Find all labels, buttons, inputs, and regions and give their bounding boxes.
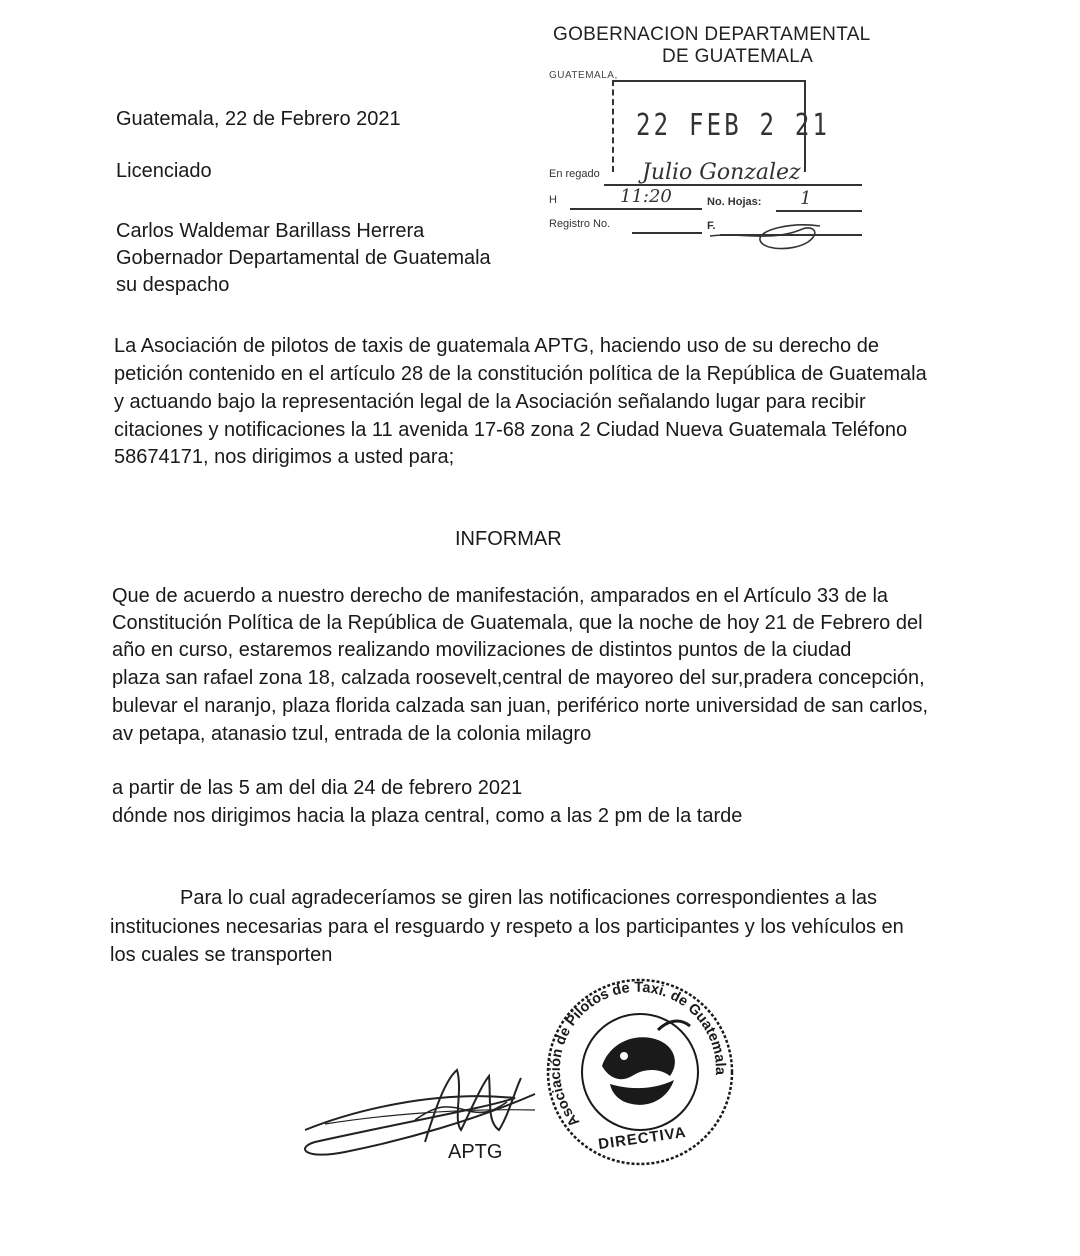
recipient-name: Carlos Waldemar Barillass Herrera xyxy=(116,220,425,242)
paragraph-line: citaciones y notificaciones la 11 avenida 17-68 zona 2 Ciudad Nueva Guatemala Teléfono xyxy=(114,419,908,441)
paragraph-line: plaza san rafael zona 18, calzada roosevelt,central de mayoreo del sur,pradera concepción, xyxy=(112,667,925,689)
paragraph-line: av petapa, atanasio tzul, entrada de la colonia milagro xyxy=(112,723,592,745)
recipient-title: Gobernador Departamental de Guatemala xyxy=(116,247,491,269)
stamp-hour-label: H xyxy=(549,194,557,206)
section-heading: INFORMAR xyxy=(455,528,562,550)
paragraph-line: Constitución Política de la República de Guatemala, que la noche de hoy 21 de Febrero del xyxy=(112,612,923,634)
seal-ring-textpath: Asociación de Pilotos de Taxi. de Guatemala xyxy=(547,979,728,1130)
paragraph-line: instituciones necesarias para el resguardo y respeto a los participantes y los vehículos en xyxy=(110,916,904,938)
stamp-city: GUATEMALA, xyxy=(549,70,618,81)
stamp-sheets-label: No. Hojas: xyxy=(707,196,762,208)
stamp-date: 22 FEB 2 21 xyxy=(636,108,831,143)
stamp-registry-label: Registro No. xyxy=(549,218,611,230)
stamp-subtitle: DE GUATEMALA xyxy=(662,46,814,67)
stamp-hour-value: 11:20 xyxy=(620,186,672,207)
stamp-f-label: F. xyxy=(707,220,716,232)
paragraph-line: a partir de las 5 am del dia 24 de febrero 2021 xyxy=(112,777,523,799)
stamp-rule xyxy=(632,232,702,234)
paragraph-line: y actuando bajo la representación legal de la Asociación señalando lugar para recibir xyxy=(114,391,866,413)
paragraph-line: 58674171, nos dirigimos a usted para; xyxy=(114,446,455,468)
stamp-title: GOBERNACION DEPARTAMENTAL xyxy=(553,24,871,45)
letter-date: Guatemala, 22 de Febrero 2021 xyxy=(116,108,401,130)
paragraph-line: La Asociación de pilotos de taxis de guatemala APTG, haciendo uso de su derecho de xyxy=(114,335,879,357)
salutation: Licenciado xyxy=(116,160,212,182)
paragraph-line: bulevar el naranjo, plaza florida calzada san juan, periférico norte universidad de san carlos, xyxy=(112,695,929,717)
handwritten-signature xyxy=(285,1050,565,1170)
signature-label: APTG xyxy=(448,1141,503,1163)
paragraph-line: petición contenido en el artículo 28 de la constitución política de la República de Guatemala xyxy=(114,363,927,385)
seal-bottom-text: DIRECTIVA xyxy=(597,1123,688,1154)
stamp-rule xyxy=(570,208,702,210)
paragraph-line: año en curso, estaremos realizando movilizaciones de distintos puntos de la ciudad xyxy=(112,639,852,661)
paragraph-line: dónde nos dirigimos hacia la plaza central, como a las 2 pm de la tarde xyxy=(112,805,743,827)
recipient-office: su despacho xyxy=(116,274,230,296)
paragraph-line: Que de acuerdo a nuestro derecho de manifestación, amparados en el Artículo 33 de la xyxy=(112,585,889,607)
svg-text:Asociación de Pilotos de Taxi. xyxy=(548,980,728,1130)
paragraph-line: los cuales se transporten xyxy=(110,944,333,966)
stamp-received-by: Julio Gonzalez xyxy=(642,160,801,185)
stamp-scribble-signature xyxy=(700,212,830,252)
stamp-received-label: En regado xyxy=(549,168,600,180)
paragraph-line: Para lo cual agradeceríamos se giren las notificaciones correspondientes a las xyxy=(180,887,878,909)
stamp-sheets-value: 1 xyxy=(800,188,812,209)
